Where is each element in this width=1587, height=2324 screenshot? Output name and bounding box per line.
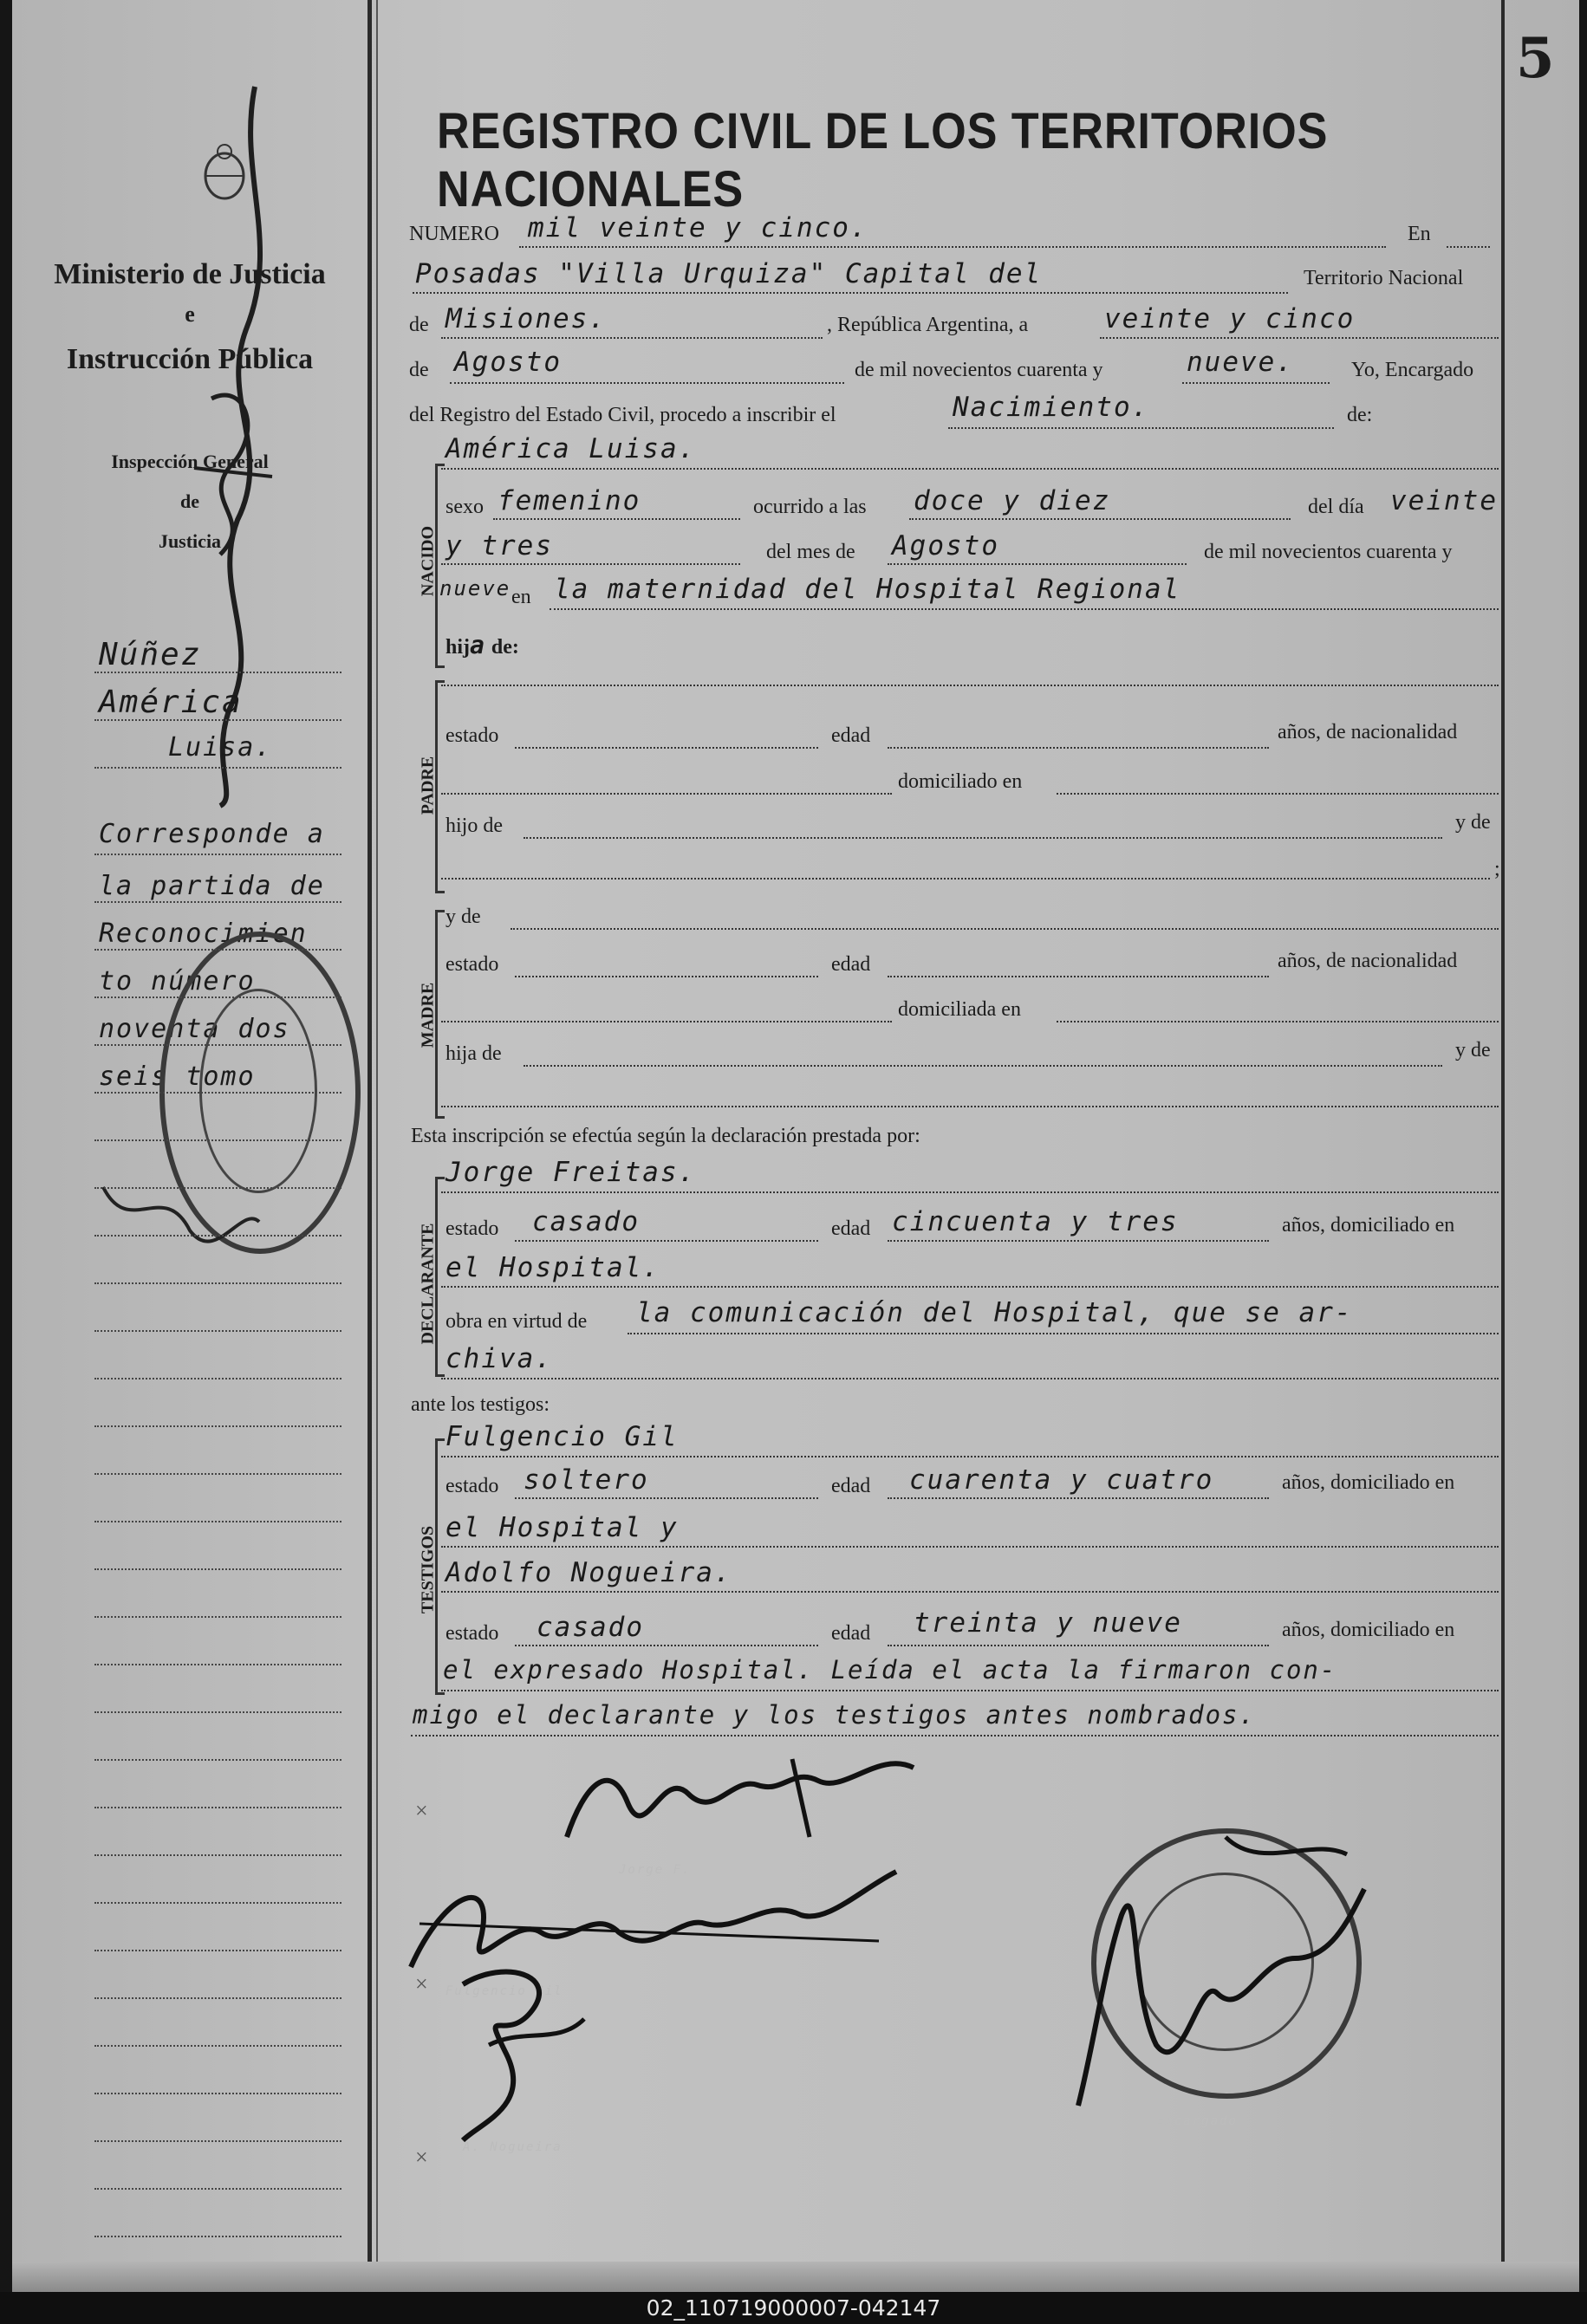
- stub-ministry-line1: Ministerio de Justicia: [54, 258, 326, 290]
- nacido-section-label: NACIDO: [418, 525, 438, 597]
- madre-hija-label: hija de: [446, 1042, 502, 1065]
- padre-yde-dotted: [441, 878, 1490, 880]
- padre-nac-dotted: [441, 793, 892, 795]
- en-label: En: [1408, 223, 1431, 245]
- stub-note-line5: noventa dos: [99, 1014, 290, 1044]
- stub-ruled-line: [94, 2093, 341, 2094]
- madre-edad-dotted: [888, 976, 1269, 977]
- stub-note-line2: la partida de: [99, 871, 325, 901]
- yo-label: Yo, Encargado: [1351, 359, 1474, 381]
- mes-nacido-dotted: [888, 563, 1187, 565]
- t2-estado-value: casado: [537, 1612, 644, 1643]
- madre-dom-dotted: [1057, 1021, 1499, 1022]
- page-bottom-edge: [12, 2262, 1579, 2292]
- stub-ruled-line: [94, 1044, 341, 1046]
- testigos-intro: ante los testigos:: [411, 1393, 550, 1416]
- declarante-section-label: DECLARANTE: [418, 1223, 438, 1345]
- t2-edad-value: treinta y nueve: [914, 1607, 1182, 1639]
- stub-ruled-line: [94, 1711, 341, 1713]
- stub-note-line1: Corresponde a: [99, 819, 325, 849]
- stub-ruled-line: [94, 1854, 341, 1856]
- de-colon-label: de:: [1347, 404, 1373, 426]
- declarante-obra-value2: chiva.: [446, 1343, 553, 1374]
- stub-note-line6: seis tomo: [99, 1061, 256, 1092]
- padre-anios-label: años, de nacionalidad: [1278, 721, 1458, 743]
- lugar-nacido-dotted: [550, 608, 1499, 610]
- padre-domiciliado-label: domiciliado en: [898, 770, 1023, 793]
- declarante-estado-dotted: [515, 1240, 818, 1242]
- stub-ruled-line: [94, 1902, 341, 1904]
- stub-ruled-line: [94, 1282, 341, 1284]
- declarante-edad-value: cincuenta y tres: [892, 1206, 1179, 1237]
- t1-edad-value: cuarenta y cuatro: [909, 1464, 1214, 1496]
- acto-dotted: [948, 427, 1334, 429]
- t1-nombre: Fulgencio Gil: [446, 1421, 679, 1452]
- stub-ruled-line: [94, 1187, 341, 1189]
- t1-dom-dotted: [441, 1546, 1499, 1548]
- t2-estado-dotted: [515, 1645, 818, 1646]
- acto-value: Nacimiento.: [953, 392, 1150, 423]
- stub-ruled-line: [94, 1568, 341, 1570]
- padre-semicolon: ;: [1494, 858, 1500, 880]
- stub-name-line3: Luisa.: [168, 732, 273, 763]
- padre-estado-label: estado: [446, 724, 499, 747]
- stub-scribble: [94, 1170, 268, 1265]
- padre-section-label: PADRE: [418, 756, 438, 815]
- stub-ruled-line: [94, 949, 341, 951]
- anio-label: de mil novecientos cuarenta y: [855, 359, 1103, 381]
- en-nacido-label: en: [511, 586, 531, 608]
- sig-mark-2: ×: [415, 1971, 428, 1996]
- stub-name-line2: América: [99, 685, 243, 720]
- mes-dotted: [450, 382, 844, 384]
- declarante-estado-label: estado: [446, 1217, 499, 1240]
- stub-ministry-e: e: [185, 302, 195, 327]
- nacido-nombre: América Luisa.: [446, 433, 697, 464]
- stub-inspection-line3: Justicia: [158, 530, 222, 552]
- stub-ruled-line: [94, 1139, 341, 1141]
- padre-nombre-dotted: [441, 685, 1499, 686]
- sig2-text: Fulgencio Gil: [446, 1984, 563, 1998]
- declarante-domicilio-value: el Hospital.: [446, 1252, 660, 1283]
- hora-dotted: [909, 518, 1291, 520]
- lugar-dotted: [413, 292, 1288, 294]
- del-mes-label: del mes de: [766, 541, 855, 563]
- registro-label: del Registro del Estado Civil, procedo a inscribir el: [409, 404, 836, 426]
- padre-edad-dotted: [888, 747, 1269, 749]
- territorio-label: Territorio Nacional: [1304, 267, 1464, 289]
- declarante-nombre-dotted: [441, 1191, 1499, 1193]
- stub-ruled-line: [94, 1521, 341, 1522]
- stub-name-line1: Núñez: [99, 637, 202, 672]
- stub-ruled-line: [94, 1997, 341, 1999]
- dia2-dotted: [441, 563, 740, 565]
- stub-ruled-line: [94, 1092, 341, 1094]
- t2-domicilio-value: el expresado Hospital. Leída el acta la firmaron con-: [443, 1655, 1337, 1685]
- dia-value: veinte y cinco: [1104, 303, 1356, 334]
- sexo-value: femenino: [498, 485, 641, 516]
- stub-ruled-line: [94, 767, 341, 769]
- declarante-obra-value: la comunicación del Hospital, que se ar-: [636, 1297, 1353, 1328]
- t1-edad-label: edad: [831, 1475, 871, 1497]
- declarante-estado-value: casado: [532, 1206, 640, 1237]
- territorio-dotted: [441, 337, 823, 339]
- stub-ruled-line: [94, 1950, 341, 1951]
- lugar-value: Posadas "Villa Urquiza" Capital del: [415, 258, 1043, 289]
- t2-edad-dotted: [888, 1645, 1269, 1646]
- sig-mark-1: ×: [415, 1798, 428, 1823]
- lugar-nacido-value: la maternidad del Hospital Regional: [554, 574, 1181, 605]
- nacido-nombre-dotted: [441, 468, 1499, 470]
- anio-nacido-value: nueve: [439, 576, 511, 600]
- stub-note-line3: Reconocimien: [99, 919, 308, 949]
- dia-nacido-value: veinte: [1390, 485, 1498, 516]
- anio-dotted: [1182, 382, 1330, 384]
- t1-estado-label: estado: [446, 1475, 499, 1497]
- mes-nacido-value: Agosto: [892, 530, 999, 562]
- stub-ruled-line: [94, 1616, 341, 1618]
- en-dotted: [1447, 246, 1490, 248]
- t1-estado-dotted: [515, 1497, 818, 1499]
- stub-ministry-line2: Instrucción Pública: [66, 343, 314, 375]
- declarante-dom-dotted: [441, 1286, 1499, 1288]
- stub-border-line-inner: [376, 0, 378, 2292]
- numero-label: NUMERO: [409, 223, 500, 245]
- hija-label: hija de:: [446, 631, 519, 659]
- dia-nacido-value2: y tres: [446, 530, 553, 562]
- stub-inspection-line2: de: [180, 490, 199, 512]
- mes-value: Agosto: [454, 347, 562, 378]
- hora-value: doce y diez: [914, 485, 1111, 516]
- sexo-label: sexo: [446, 496, 484, 518]
- stub-ruled-line: [94, 1378, 341, 1379]
- padre-hijo-dotted: [524, 837, 1442, 839]
- stub-ruled-line: [94, 1235, 341, 1237]
- madre-section-label: MADRE: [418, 982, 438, 1048]
- t2-estado-label: estado: [446, 1622, 499, 1645]
- stub-ruled-line: [94, 1759, 341, 1761]
- stub-ruled-line: [94, 1664, 341, 1665]
- stub-note-line4: to número: [99, 966, 256, 996]
- stub-ruled-line: [94, 672, 341, 673]
- madre-estado-label: estado: [446, 953, 499, 976]
- t2-nombre: Adolfo Nogueira.: [446, 1557, 732, 1588]
- madre-nombre-dotted: [511, 928, 1499, 930]
- stub-ruled-line: [94, 1807, 341, 1808]
- stub-ruled-line: [94, 719, 341, 721]
- stub-ruled-line: [94, 1330, 341, 1332]
- t2-domicilio-value2: migo el declarante y los testigos antes nombrados.: [413, 1700, 1256, 1730]
- madre-edad-label: edad: [831, 953, 871, 976]
- stub-column: [12, 0, 367, 2292]
- t1-domicilio-value: el Hospital y: [446, 1512, 679, 1543]
- declarante-anios-label: años, domiciliado en: [1282, 1214, 1455, 1237]
- madre-estado-dotted: [515, 976, 818, 977]
- stub-ruled-line: [94, 2045, 341, 2047]
- padre-edad-label: edad: [831, 724, 871, 747]
- stub-ruled-line: [94, 901, 341, 903]
- declarante-obra-dotted: [628, 1333, 1499, 1334]
- de-label: de: [409, 314, 429, 336]
- madre-yde-dotted: [441, 1106, 1499, 1107]
- del-dia-label: del día: [1308, 496, 1364, 518]
- testigos-section-label: TESTIGOS: [418, 1525, 438, 1614]
- t2-edad-label: edad: [831, 1622, 871, 1645]
- ocurrido-label: ocurrido a las: [753, 496, 867, 518]
- t2-dom-dotted: [441, 1690, 1499, 1691]
- declarante-obra-label: obra en virtud de: [446, 1310, 588, 1333]
- padre-dom-dotted: [1057, 793, 1499, 795]
- republica-label: , República Argentina, a: [827, 314, 1029, 336]
- t2-anios-label: años, domiciliado en: [1282, 1619, 1455, 1641]
- madre-y-de-label2: y de: [1455, 1039, 1491, 1061]
- padre-hijo-label: hijo de: [446, 815, 503, 837]
- stub-ruled-line: [94, 2236, 341, 2237]
- stub-ruled-line: [94, 1425, 341, 1427]
- stub-ruled-line: [94, 2188, 341, 2190]
- sig1-text: Jorge F.: [619, 1863, 692, 1877]
- dia-dotted: [1100, 337, 1499, 339]
- page-number: 5: [1516, 26, 1555, 91]
- right-border-line: [1501, 0, 1505, 2292]
- t1-anios-label: años, domiciliado en: [1282, 1471, 1455, 1494]
- declarante-edad-label: edad: [831, 1217, 871, 1240]
- t2-nombre-dotted: [441, 1591, 1499, 1593]
- sig3-text: A. Nogueira: [463, 2140, 563, 2154]
- anio-value: nueve.: [1187, 347, 1294, 378]
- madre-nac-dotted: [441, 1021, 892, 1022]
- register-page: [12, 0, 1579, 2292]
- stub-ruled-line: [94, 2140, 341, 2142]
- stub-ruled-line: [94, 854, 341, 855]
- stub-ruled-line: [94, 1473, 341, 1475]
- padre-y-de-label: y de: [1455, 811, 1491, 834]
- numero-dotted: [519, 246, 1386, 248]
- declarante-nombre: Jorge Freitas.: [446, 1157, 697, 1188]
- madre-domiciliada-label: domiciliada en: [898, 998, 1021, 1021]
- declarante-obra2-dotted: [441, 1378, 1499, 1379]
- stub-inspection-line1: Inspección General: [111, 451, 269, 472]
- territorio-value: Misiones.: [446, 303, 607, 334]
- madre-y-de-label: y de: [446, 906, 481, 928]
- t1-estado-value: soltero: [524, 1464, 649, 1496]
- stub-ruled-line: [94, 996, 341, 998]
- sexo-dotted: [493, 518, 740, 520]
- declaracion-intro: Esta inscripción se efectúa según la declaración prestada por:: [411, 1125, 920, 1147]
- stub-border-line: [367, 0, 372, 2292]
- sig-mark-3: ×: [415, 2145, 428, 2170]
- mil-label: de mil novecientos cuarenta y: [1204, 541, 1453, 563]
- de-label-2: de: [409, 359, 429, 381]
- encargado-signature: [1052, 1820, 1382, 2149]
- t1-edad-dotted: [888, 1497, 1269, 1499]
- numero-value: mil veinte y cinco.: [528, 212, 868, 243]
- padre-estado-dotted: [515, 747, 818, 749]
- declarante-edad-dotted: [888, 1240, 1269, 1242]
- sig4-text: Encargado: [1156, 2114, 1238, 2128]
- t1-nombre-dotted: [441, 1456, 1499, 1457]
- form-title: REGISTRO CIVIL DE LOS TERRITORIOS NACIONALES: [437, 103, 1329, 217]
- madre-anios-label: años, de nacionalidad: [1278, 950, 1458, 972]
- testigo2-signature: [428, 1950, 619, 2149]
- madre-hija-dotted: [524, 1065, 1442, 1067]
- footer-code: 02_110719000007-042147: [0, 2292, 1587, 2324]
